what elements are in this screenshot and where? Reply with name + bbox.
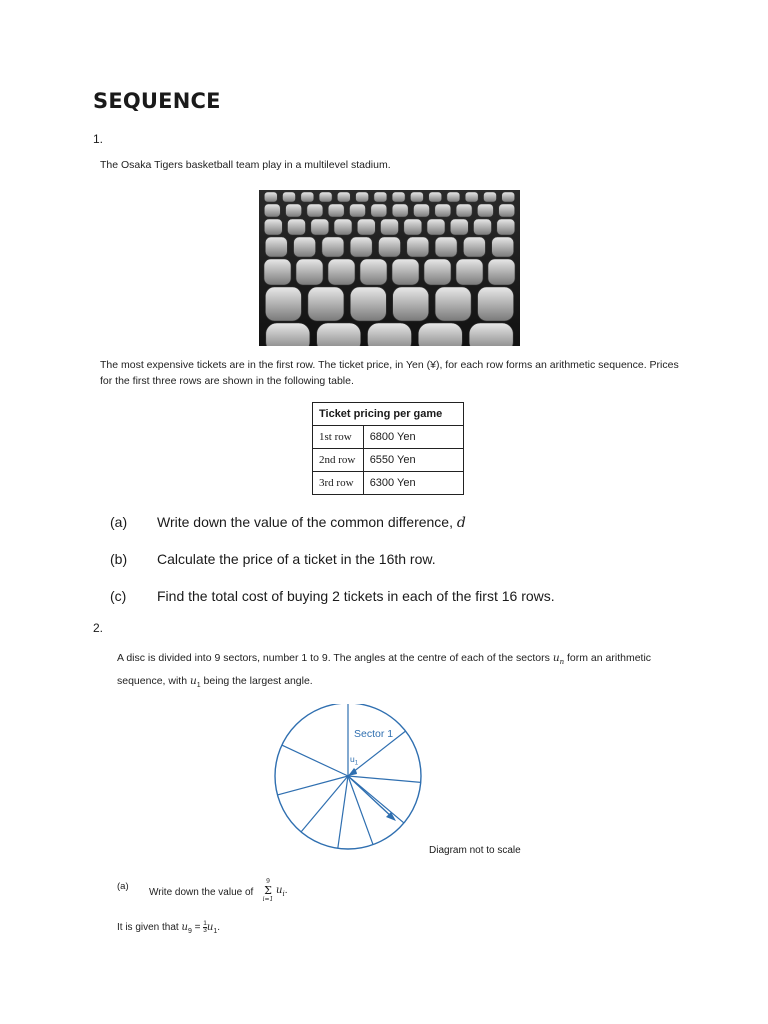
given-lhs: u [181,922,188,934]
diagram-note: Diagram not to scale [429,845,521,856]
disc-diagram [268,704,438,854]
question-1-intro: The Osaka Tigers basketball team play in a multilevel stadium. [100,159,391,171]
stadium-seat [393,287,429,321]
stadium-seat [497,219,515,235]
stadium-seat [499,204,515,217]
sigma-term-sub: i [282,890,285,898]
stadium-seat [456,204,472,217]
sigma-upper: 9 [266,878,270,885]
stadium-seat [301,192,314,202]
stadium-seat [488,259,515,285]
table-row [313,449,464,472]
q2-line2-pre: sequence, with [117,675,190,687]
sector-divider [282,745,348,776]
q2-line2-post: being the largest angle. [200,675,313,687]
q2-part-a-label: (a) [117,881,129,892]
stadium-seat [286,204,302,217]
question-2-line2 [117,675,313,689]
q2-line2-math: u [189,675,197,687]
q2-line1-pre: A disc is divided into 9 sectors, number 1 to 9. The angles at the centre of each of the sectors [117,652,553,664]
row-label: 1st row [313,426,364,449]
q2-line1-math: u [552,652,560,664]
stadium-seat [266,323,310,346]
q2-line2-sub: 1 [196,682,201,690]
stadium-seat [465,192,478,202]
stadium-seat [427,219,445,235]
sector-divider [278,776,349,795]
stadium-seat [410,192,423,202]
sigma-term [276,885,287,898]
stadium-seat [429,192,442,202]
page-title: SEQUENCE [93,89,221,113]
row-price: 6800 Yen [363,426,463,449]
given-period: . [217,922,221,934]
sigma-notation [262,879,274,903]
stadium-seat [502,192,515,202]
stadium-seat [407,237,429,257]
stadium-seat [424,259,451,285]
stadium-seat [379,237,401,257]
stadium-seat [492,237,514,257]
stadium-seat [484,192,497,202]
q2-line1-sub: n [559,658,565,667]
stadium-seat [264,204,280,217]
stadium-seat [288,219,306,235]
given-rhs-sub: 1 [213,928,218,936]
ticket-pricing-table [312,402,464,495]
q2-part-a-text: Write down the value of [149,887,254,898]
stadium-seat [456,259,483,285]
stadium-seat [371,204,387,217]
given-eq: = [191,922,204,934]
stadium-seat [392,192,405,202]
disc-svg [268,704,438,854]
stadium-seat [368,323,412,346]
sector-1-label: Sector 1 [354,728,394,740]
stadium-seat [322,237,344,257]
table-row [313,426,464,449]
part-c-label: (c) [110,588,127,604]
stadium-seat [435,237,457,257]
angle-u1-label [350,754,358,767]
stadium-seat [374,192,387,202]
given-statement [117,921,220,935]
stadium-seat [435,204,451,217]
stadium-seat [328,204,344,217]
question-1-paragraph-line1: The most expensive tickets are in the first row. The ticket price, in Yen (¥), for each row forms an arithmetic sequence. Prices [100,359,679,371]
stadium-seat [356,192,369,202]
stadium-seat [337,192,350,202]
stadium-seat [447,192,460,202]
table-header-row [313,403,464,426]
stadium-seat [478,287,514,321]
stadium-seat [392,259,419,285]
part-b-text: Calculate the price of a ticket in the 16th row. [157,551,436,567]
stadium-seat [328,259,355,285]
stadium-seat [296,259,323,285]
question-2-line1 [117,652,677,666]
stadium-seat [265,287,301,321]
sigma-lower: i=1 [262,896,274,903]
stadium-seat [307,204,323,217]
angle-sub: 1 [354,760,359,767]
stadium-seat [283,192,296,202]
stadium-seat [308,287,344,321]
table-row [313,472,464,495]
stadium-seat [319,192,332,202]
stadium-seat [360,259,387,285]
stadium-seat [477,204,493,217]
sigma-symbol: Σ [264,884,272,897]
angle-marker [348,768,357,776]
stadium-seat [294,237,316,257]
stadium-seat [381,219,399,235]
part-a-text [157,514,466,531]
stadium-seat [474,219,492,235]
sigma-term-u: u [276,885,283,896]
part-a-label: (a) [110,514,128,530]
stadium-seats-photo [259,190,520,346]
part-b-label: (b) [110,551,128,567]
stadium-seat [317,323,361,346]
row-price: 6550 Yen [363,449,463,472]
angle-u: u [350,754,355,764]
stadium-seat [264,259,291,285]
given-pre: It is given that [117,922,182,934]
stadium-seat [350,204,366,217]
sector-divider [348,776,421,782]
stadium-seat [350,287,386,321]
row-price: 6300 Yen [363,472,463,495]
sigma-period: . [284,885,288,896]
stadium-seat [404,219,422,235]
question-2-number: 2. [93,621,104,635]
stadium-seat [334,219,352,235]
stadium-seat [418,323,462,346]
frac-den: 3 [203,927,207,934]
stadium-seat [414,204,430,217]
stadium-seat [450,219,468,235]
q2-line1-post: form an arithmetic [564,652,652,664]
row-label: 2nd row [313,449,364,472]
stadium-seat [463,237,485,257]
stadium-seat [264,219,282,235]
part-a-body: Write down the value of the common difference, [157,514,457,530]
given-rhs: u [206,922,214,934]
stadium-seats-image [259,190,520,346]
stadium-seat [469,323,513,346]
row-label: 3rd row [313,472,364,495]
stadium-seat [392,204,408,217]
stadium-seat [350,237,372,257]
given-lhs-sub: 9 [187,928,192,936]
stadium-seat [264,192,277,202]
stadium-seat [435,287,471,321]
arrow-line [348,776,394,819]
stadium-seat [311,219,329,235]
part-c-text: Find the total cost of buying 2 tickets in each of the first 16 rows. [157,588,555,604]
part-a-math: d [456,515,466,531]
frac-num: 1 [203,920,207,927]
question-1-paragraph-line2: for the first three rows are shown in the following table. [100,375,354,387]
table-header: Ticket pricing per game [313,403,464,426]
question-1-number: 1. [93,132,104,146]
stadium-seat [265,237,287,257]
stadium-seat [357,219,375,235]
